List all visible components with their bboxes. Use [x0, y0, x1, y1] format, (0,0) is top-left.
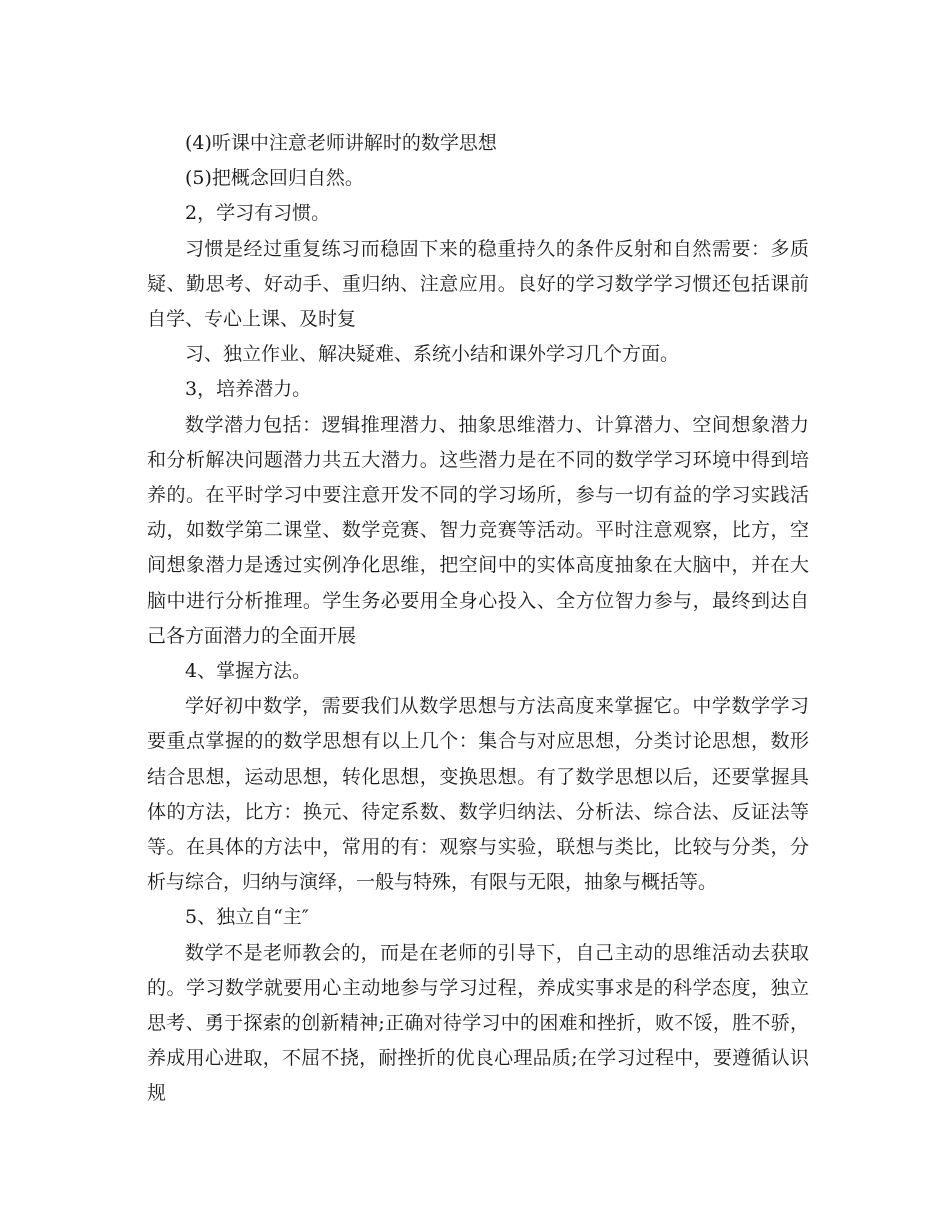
section-heading-potential: 3，培养潜力。 [185, 378, 312, 401]
section-heading-independence: 5、独立自“主″ [185, 906, 309, 929]
paragraph-methods: 学好初中数学，需要我们从数学思想与方法高度来掌握它。中学数学学习要重点掌握的的数学思想有以上几个：集合与对应思想，分类讨论思想，数形结合思想，运动思想，转化思想，变换思想。有了数学思想以后，还要掌握具体的方法，比方：换元、待定系数、数学归纳法、分析法、综合法、反证法等等。在具体的方法中，常用的有：观察与实验，联想与类比，比较与分类，分析与综合，归纳与演绎，一般与特殊，有限与无限，抽象与概括等。 [147, 695, 809, 894]
section-heading-habits: 2，学习有习惯。 [185, 202, 331, 225]
document-body [147, 126, 809, 1112]
section-heading-methods: 4、掌握方法。 [185, 660, 312, 683]
list-item-5: (5)把概念回归自然。 [185, 167, 364, 190]
paragraph-independence: 数学不是老师教会的，而是在老师的引导下，自己主动的思维活动去获取的。学习数学就要用心主动地参与学习过程，养成实事求是的科学态度，独立思考、勇于探索的创新精神;正确对待学习中的困难和挫折，败不馁，胜不骄，养成用心进取，不屈不挠，耐挫折的优良心理品质;在学习过程中，要遵循认识规 [147, 941, 809, 1105]
paragraph-habits-continued: 习、独立作业、解决疑难、系统小结和课外学习几个方面。 [185, 343, 680, 366]
paragraph-habits: 习惯是经过重复练习而稳固下来的稳重持久的条件反射和自然需要：多质疑、勤思考、好动手、重归纳、注意应用。良好的学习数学学习惯还包括课前自学、专心上课、及时复 [147, 237, 809, 331]
list-item-4: (4)听课中注意老师讲解时的数学思想 [185, 132, 497, 154]
paragraph-potential: 数学潜力包括：逻辑推理潜力、抽象思维潜力、计算潜力、空间想象潜力和分析解决问题潜力共五大潜力。这些潜力是在不同的数学学习环境中得到培养的。在平时学习中要注意开发不同的学习场所，参与一切有益的学习实践活动，如数学第二课堂、数学竞赛、智力竞赛等活动。平时注意观察，比方，空间想象潜力是透过实例净化思维，把空间中的实体高度抽象在大脑中，并在大脑中进行分析推理。学生务必要用全身心投入、全方位智力参与，最终到达自己各方面潜力的全面开展 [147, 413, 809, 647]
